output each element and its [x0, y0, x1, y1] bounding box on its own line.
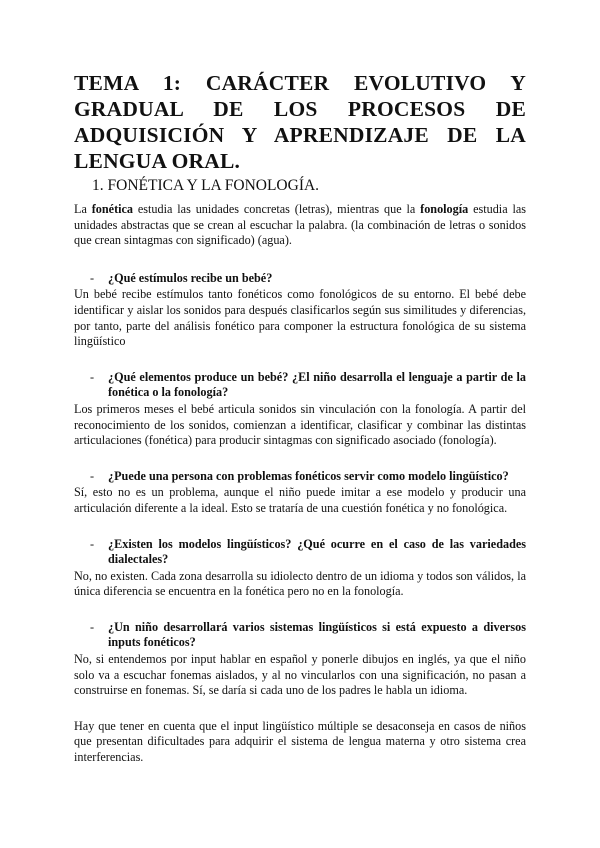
question-text: ¿Qué estímulos recibe un bebé? — [108, 270, 273, 285]
bullet-dash: - — [90, 369, 95, 384]
answer-5: No, si entendemos por input hablar en español y ponerle dibujos en inglés, ya que el niño solo va a escuchar fonemas aislados, y al no vincularlos con una significación, no pasan a construirse en fonemas. Sí, se daría si cada uno de los padres le habla un idioma. — [74, 652, 526, 698]
question-1 — [74, 271, 526, 287]
question-text: ¿Qué elementos produce un bebé? ¿El niño desarrolla el lenguaje a partir de la fonética o la fonología? — [108, 369, 526, 400]
bullet-dash: - — [90, 536, 95, 551]
closing-paragraph: Hay que tener en cuenta que el input lingüístico múltiple se desaconseja en casos de niños que presentan dificultades para adquirir el sistema de lengua materna y otro sistema crea interferencias. — [74, 718, 526, 765]
answer-2: Los primeros meses el bebé articula sonidos sin vinculación con la fonología. A partir del reconocimiento de los sonidos, comienzan a identificar, clasificar y combinar las distintas articulaciones (fonética) para producir sintagmas con significado asociado (fonología). — [74, 401, 526, 448]
section-heading: 1. FONÉTICA Y LA FONOLOGÍA. — [92, 177, 320, 194]
question-text: ¿Puede una persona con problemas fonéticos servir como modelo lingüístico? — [108, 468, 509, 483]
intro-text-2: estudia las unidades concretas (letras), mientras que la — [133, 202, 421, 216]
question-5 — [74, 620, 526, 651]
term-fonetica: fonética — [91, 202, 134, 216]
question-text: ¿Un niño desarrollará varios sistemas lingüísticos si está expuesto a diversos inputs fonéticos? — [108, 619, 526, 650]
bullet-dash: - — [90, 468, 95, 483]
bullet-dash: - — [90, 270, 95, 285]
answer-4: No, no existen. Cada zona desarrolla su idiolecto dentro de un idioma y todos son válidos, la única diferencia se encuentra en la fonética pero no en la fonología. — [74, 568, 526, 599]
question-3 — [74, 469, 526, 485]
bullet-dash: - — [90, 619, 95, 634]
question-text: ¿Existen los modelos lingüísticos? ¿Qué ocurre en el caso de las variedades dialectales? — [108, 536, 526, 567]
question-2 — [74, 370, 526, 401]
intro-paragraph — [74, 202, 526, 249]
page-title: TEMA 1: CARÁCTER EVOLUTIVO Y GRADUAL DE LOS PROCESOS DE ADQUISICIÓN Y APRENDIZAJE DE LA LENGUA ORAL. — [74, 71, 526, 173]
term-fonologia: fonología — [420, 202, 469, 216]
intro-text-3: estudia las unidades abstractas que se crean al escuchar la palabra. (la combinación de letras o sonidos que crean sintagmas con significado) (agua). — [74, 202, 527, 248]
answer-1: Un bebé recibe estímulos tanto fonéticos como fonológicos de su entorno. El bebé debe identificar y aislar los sonidos para después clasificarlos según sus similitudes y diferencias, por tanto, parte del análisis fonético para componer la estructura fonológica de su sistema lingüístico — [74, 287, 526, 349]
answer-3: Sí, esto no es un problema, aunque el niño puede imitar a ese modelo y producir una articulación diferente a la ideal. Esto se trataría de una cuestión fonética y no fonológica. — [74, 485, 526, 515]
question-4 — [74, 537, 526, 568]
intro-text-1: La — [74, 202, 92, 216]
